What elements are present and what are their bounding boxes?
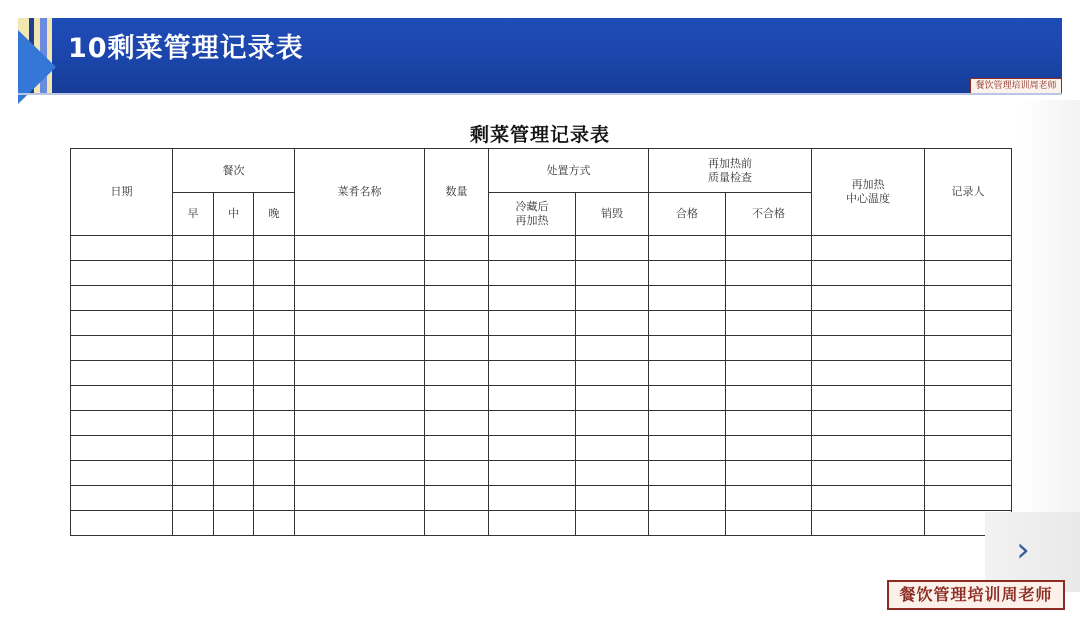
table-cell[interactable] [254, 511, 295, 536]
table-row [71, 411, 1012, 436]
table-cell[interactable] [576, 286, 649, 311]
table-cell[interactable] [649, 511, 726, 536]
table-cell[interactable] [214, 261, 254, 286]
table-cell[interactable] [576, 336, 649, 361]
table-cell[interactable] [173, 311, 214, 336]
table-cell[interactable] [71, 511, 173, 536]
table-cell[interactable] [649, 311, 726, 336]
table-cell[interactable] [576, 311, 649, 336]
table-cell[interactable] [295, 361, 425, 386]
table-cell[interactable] [71, 311, 173, 336]
table-cell[interactable] [295, 386, 425, 411]
table-cell[interactable] [214, 336, 254, 361]
table-cell[interactable] [254, 361, 295, 386]
table-cell[interactable] [71, 411, 173, 436]
banner-underline [18, 93, 1062, 95]
footer-watermark-stamp: 餐饮管理培训周老师 [887, 580, 1065, 610]
table-cell[interactable] [214, 461, 254, 486]
table-cell[interactable] [214, 236, 254, 261]
table-row [71, 261, 1012, 286]
table-cell[interactable] [425, 511, 489, 536]
table-cell[interactable] [925, 261, 1012, 286]
table-body [71, 236, 1012, 536]
table-cell[interactable] [214, 486, 254, 511]
table-row [71, 436, 1012, 461]
table-cell[interactable] [214, 286, 254, 311]
table-cell[interactable] [425, 261, 489, 286]
table-cell[interactable] [726, 436, 812, 461]
table-cell[interactable] [425, 236, 489, 261]
table-cell[interactable] [812, 311, 925, 336]
table-cell[interactable] [812, 361, 925, 386]
table-cell[interactable] [425, 386, 489, 411]
header-qualified: 合格 [649, 193, 726, 236]
table-row [71, 461, 1012, 486]
table-row [71, 361, 1012, 386]
table-row [71, 511, 1012, 536]
header-dish-name: 菜肴名称 [295, 149, 425, 236]
table-cell[interactable] [649, 361, 726, 386]
table-cell[interactable] [726, 361, 812, 386]
table-row [71, 486, 1012, 511]
table-cell[interactable] [173, 486, 214, 511]
header-dinner: 晚 [254, 193, 295, 236]
table-cell[interactable] [173, 286, 214, 311]
table-cell[interactable] [295, 261, 425, 286]
table-cell[interactable] [254, 461, 295, 486]
header-unqualified: 不合格 [726, 193, 812, 236]
table-cell[interactable] [214, 311, 254, 336]
chevron-right-icon[interactable]: › [1016, 530, 1030, 570]
table-cell[interactable] [925, 361, 1012, 386]
header-recorder: 记录人 [925, 149, 1012, 236]
table-cell[interactable] [71, 361, 173, 386]
table-cell[interactable] [295, 336, 425, 361]
table-cell[interactable] [489, 236, 576, 261]
table-cell[interactable] [71, 461, 173, 486]
table-cell[interactable] [812, 511, 925, 536]
slide-title: 10剩菜管理记录表 [68, 33, 304, 64]
table-cell[interactable] [295, 236, 425, 261]
table-cell[interactable] [295, 436, 425, 461]
table-cell[interactable] [173, 236, 214, 261]
table-cell[interactable] [925, 436, 1012, 461]
table-cell[interactable] [295, 511, 425, 536]
table-cell[interactable] [649, 236, 726, 261]
table-cell[interactable] [173, 361, 214, 386]
table-cell[interactable] [254, 411, 295, 436]
table-cell[interactable] [576, 511, 649, 536]
table-cell[interactable] [812, 461, 925, 486]
table-cell[interactable] [71, 386, 173, 411]
table-cell[interactable] [489, 461, 576, 486]
table-cell[interactable] [649, 486, 726, 511]
header-refrigerate-reheat: 冷藏后 再加热 [489, 193, 576, 236]
table-row [71, 336, 1012, 361]
table-cell[interactable] [576, 486, 649, 511]
table-cell[interactable] [489, 361, 576, 386]
table-cell[interactable] [925, 336, 1012, 361]
table-row [71, 311, 1012, 336]
table-cell[interactable] [489, 411, 576, 436]
header-date: 日期 [71, 149, 173, 236]
table-cell[interactable] [649, 411, 726, 436]
table-cell[interactable] [71, 336, 173, 361]
table-cell[interactable] [425, 461, 489, 486]
header-pre-reheat-check: 再加热前 质量检查 [649, 149, 812, 193]
table-cell[interactable] [214, 361, 254, 386]
table-cell[interactable] [425, 361, 489, 386]
table-cell[interactable] [489, 261, 576, 286]
table-cell[interactable] [295, 311, 425, 336]
table-cell[interactable] [649, 386, 726, 411]
table-cell[interactable] [489, 511, 576, 536]
table-cell[interactable] [812, 386, 925, 411]
table-cell[interactable] [489, 486, 576, 511]
table-cell[interactable] [214, 511, 254, 536]
table-cell[interactable] [576, 361, 649, 386]
header-watermark-stamp: 餐饮管理培训周老师 [970, 78, 1062, 94]
table-cell[interactable] [295, 286, 425, 311]
table-cell[interactable] [173, 386, 214, 411]
table-cell[interactable] [173, 461, 214, 486]
table-cell[interactable] [295, 411, 425, 436]
table-cell[interactable] [489, 386, 576, 411]
table-cell[interactable] [71, 486, 173, 511]
table-cell[interactable] [925, 411, 1012, 436]
table-cell[interactable] [576, 236, 649, 261]
right-edge-fade [1020, 100, 1080, 512]
table-cell[interactable] [576, 461, 649, 486]
table-cell[interactable] [254, 236, 295, 261]
table-cell[interactable] [173, 511, 214, 536]
table-cell[interactable] [489, 311, 576, 336]
table-cell[interactable] [254, 336, 295, 361]
table-title: 剩菜管理记录表 [469, 124, 610, 146]
table-cell[interactable] [214, 411, 254, 436]
header-core-temperature: 再加热 中心温度 [812, 149, 925, 236]
table-cell[interactable] [925, 486, 1012, 511]
table-cell[interactable] [649, 286, 726, 311]
table-cell[interactable] [425, 486, 489, 511]
table-cell[interactable] [576, 436, 649, 461]
table-cell[interactable] [254, 261, 295, 286]
table-cell[interactable] [925, 311, 1012, 336]
table-cell[interactable] [576, 411, 649, 436]
table-cell[interactable] [71, 436, 173, 461]
header-breakfast: 早 [173, 193, 214, 236]
table-cell[interactable] [726, 486, 812, 511]
table-cell[interactable] [425, 336, 489, 361]
table-cell[interactable] [489, 436, 576, 461]
table-cell[interactable] [726, 236, 812, 261]
table-row [71, 236, 1012, 261]
table-cell[interactable] [649, 336, 726, 361]
table-cell[interactable] [812, 336, 925, 361]
table-cell[interactable] [254, 386, 295, 411]
table-cell[interactable] [726, 461, 812, 486]
table-cell[interactable] [925, 386, 1012, 411]
leftover-record-table [70, 148, 1012, 536]
table-cell[interactable] [71, 236, 173, 261]
table-cell[interactable] [925, 461, 1012, 486]
table-cell[interactable] [173, 336, 214, 361]
table-cell[interactable] [214, 436, 254, 461]
table-cell[interactable] [173, 411, 214, 436]
table-cell[interactable] [812, 436, 925, 461]
table-cell[interactable] [649, 461, 726, 486]
table-cell[interactable] [71, 286, 173, 311]
header-meal: 餐次 [173, 149, 295, 193]
header-quantity: 数量 [425, 149, 489, 236]
table-cell[interactable] [295, 486, 425, 511]
table-cell[interactable] [425, 436, 489, 461]
table-cell[interactable] [214, 386, 254, 411]
table-cell[interactable] [726, 511, 812, 536]
table-cell[interactable] [726, 261, 812, 286]
header-disposal-method: 处置方式 [489, 149, 649, 193]
table-cell[interactable] [173, 261, 214, 286]
table-cell[interactable] [71, 261, 173, 286]
table-cell[interactable] [812, 286, 925, 311]
table-row [71, 286, 1012, 311]
table-cell[interactable] [576, 386, 649, 411]
table-cell[interactable] [812, 486, 925, 511]
table-cell[interactable] [254, 286, 295, 311]
table-cell[interactable] [812, 236, 925, 261]
table-cell[interactable] [425, 311, 489, 336]
table-cell[interactable] [925, 286, 1012, 311]
table-cell[interactable] [726, 311, 812, 336]
table-cell[interactable] [425, 411, 489, 436]
table-cell[interactable] [726, 286, 812, 311]
table-cell[interactable] [649, 436, 726, 461]
table-cell[interactable] [812, 261, 925, 286]
table-cell[interactable] [173, 436, 214, 461]
table-cell[interactable] [295, 461, 425, 486]
table-cell[interactable] [726, 386, 812, 411]
header-lunch: 中 [214, 193, 254, 236]
table-cell[interactable] [726, 411, 812, 436]
table-row [71, 386, 1012, 411]
table-cell[interactable] [489, 286, 576, 311]
table-cell[interactable] [254, 486, 295, 511]
table-cell[interactable] [726, 336, 812, 361]
table-cell[interactable] [925, 236, 1012, 261]
table-cell[interactable] [576, 261, 649, 286]
table-cell[interactable] [812, 411, 925, 436]
table-cell[interactable] [489, 336, 576, 361]
table-cell[interactable] [254, 436, 295, 461]
table-cell[interactable] [425, 286, 489, 311]
table-cell[interactable] [254, 311, 295, 336]
table-cell[interactable] [649, 261, 726, 286]
header-destroy: 销毁 [576, 193, 649, 236]
